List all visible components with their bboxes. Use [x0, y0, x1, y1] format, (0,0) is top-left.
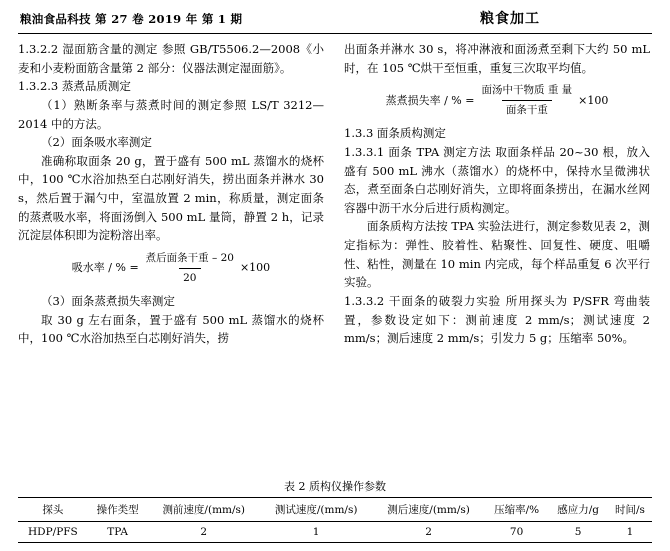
cell-pre-test-speed: 2: [200, 526, 208, 538]
cell-trigger-force: 5: [574, 526, 582, 538]
equation-water-absorption: [18, 250, 324, 287]
heading-1-3-2-3: 1.3.2.3 蒸煮品质测定: [18, 79, 131, 94]
table-body: [18, 522, 652, 543]
journal-info: 粮油食品科技 第 27 卷 2019 年 第 1 期: [20, 12, 243, 26]
table-head: [18, 498, 652, 522]
equation-multiplier: ×100: [239, 261, 271, 275]
equation-label: 蒸煮损失率 / % =: [385, 93, 475, 107]
equation-cooking-loss: [344, 82, 650, 119]
cell-time: 1: [626, 526, 634, 538]
column-header-pre-test-speed: 测前速度/(mm/s): [162, 504, 246, 516]
paragraph-water-absorption-method: 准确称取面条 20 g，置于盛有 500 mL 蒸馏水的烧杯中，100 ℃水浴加热至白芯刚好消失，捞出面条并淋水 30 s，然后置于漏勺中，室温放置 2 min，称质量，测定面条的蒸煮吸水率，将面汤倒入 500 mL 量筒，静置 2 h，记录沉淀层体积即为淀粉溶出率。: [18, 153, 324, 243]
table-caption: 表 2 质构仪操作参数: [284, 480, 386, 493]
equation-multiplier: ×100: [578, 93, 609, 107]
cell-operation-type: TPA: [107, 526, 128, 538]
paragraph-item-1: （1）熟断条率与蒸煮时间的测定参照 LS/T 3212—2014 中的方法。: [18, 97, 324, 131]
cell-post-test-speed: 2: [425, 526, 432, 538]
texture-analyzer-parameters-table: [18, 497, 652, 543]
paragraph-cooking-loss-continued: 出面条并淋水 30 s，将冲淋液和面汤煮至剩下大约 50 mL 时，在 105 ℃烘干至恒重，重复三次取平均值。: [344, 42, 650, 75]
equation-label: 吸水率 / % =: [71, 261, 139, 275]
left-column: [18, 40, 324, 460]
fraction-numerator: 煮后面条干重 – 20: [145, 251, 234, 264]
table-row: [18, 522, 652, 543]
fraction: [142, 250, 238, 287]
paragraph-cooking-loss-method: 取 30 g 左右面条，置于盛有 500 mL 蒸馏水的烧杯中，100 ℃水浴加热至白芯刚好消失，捞: [18, 312, 324, 346]
column-header-compression-ratio: 压缩率/%: [494, 504, 540, 516]
cell-probe: HDP/PFS: [28, 526, 78, 538]
paragraph-1-3-3-1: 1.3.3.1 面条 TPA 测定方法 取面条样品 20~30 根，放入盛有 500 mL 沸水（蒸馏水）的烧杯中，保持水呈微沸状态，煮至面条白芯刚好消失，立即将面条捞出，在漏水丝网容器中沥干水分后进行质构测定。: [344, 144, 650, 215]
page-header: [18, 8, 652, 31]
heading-1-3-3: 1.3.3 面条质构测定: [344, 126, 446, 141]
column-header-post-test-speed: 测后速度/(mm/s): [387, 504, 470, 516]
paragraph-item-3: （3）面条蒸煮损失率测定: [41, 293, 175, 308]
header-divider: [18, 33, 652, 34]
column-header-test-speed: 测试速度/(mm/s): [274, 504, 358, 516]
cell-test-speed: 1: [312, 526, 320, 538]
fraction-numerator: 面汤中干物质 重 量: [481, 84, 573, 97]
column-header-trigger-force: 感应力/g: [557, 504, 600, 516]
paragraph-tpa-parameters: 面条质构方法按 TPA 实验法进行，测定参数见表 2，测定指标为：弹性、胶着性、粘聚性、回复性、硬度、咀嚼性、粘性，测量在 10 min 内完成，每个样品重复 6 次平行实验。: [344, 219, 650, 290]
paragraph-item-2: （2）面条吸水率测定: [41, 135, 152, 150]
column-header-operation-type: 操作类型: [96, 504, 139, 516]
paragraph-1-3-3-2: 1.3.3.2 干面条的破裂力实验 所用探头为 P/SFR 弯曲装置，参数设定如下：测前速度 2 mm/s；测试速度 2 mm/s；测后速度 2 mm/s；引发力 5 g；压缩率 50%。: [344, 293, 650, 346]
table-section: [18, 478, 652, 543]
section-title: 粮食加工: [480, 11, 540, 27]
column-header-time: 时间/s: [614, 504, 645, 516]
right-column: [344, 40, 650, 460]
fraction-denominator: 面条干重: [502, 100, 552, 119]
cell-compression-ratio: 70: [509, 526, 524, 538]
table-header-row: [18, 498, 652, 522]
column-header-probe: 探头: [42, 504, 64, 516]
body-columns: [18, 40, 652, 460]
fraction-denominator: 20: [179, 268, 200, 287]
paragraph-1-3-2-2: 1.3.2.2 湿面筋含量的测定 参照 GB/T5506.2—2008《小麦和小麦粉面筋含量第 2 部分：仪器法测定湿面筋》。: [18, 42, 324, 75]
fraction: [477, 82, 576, 119]
